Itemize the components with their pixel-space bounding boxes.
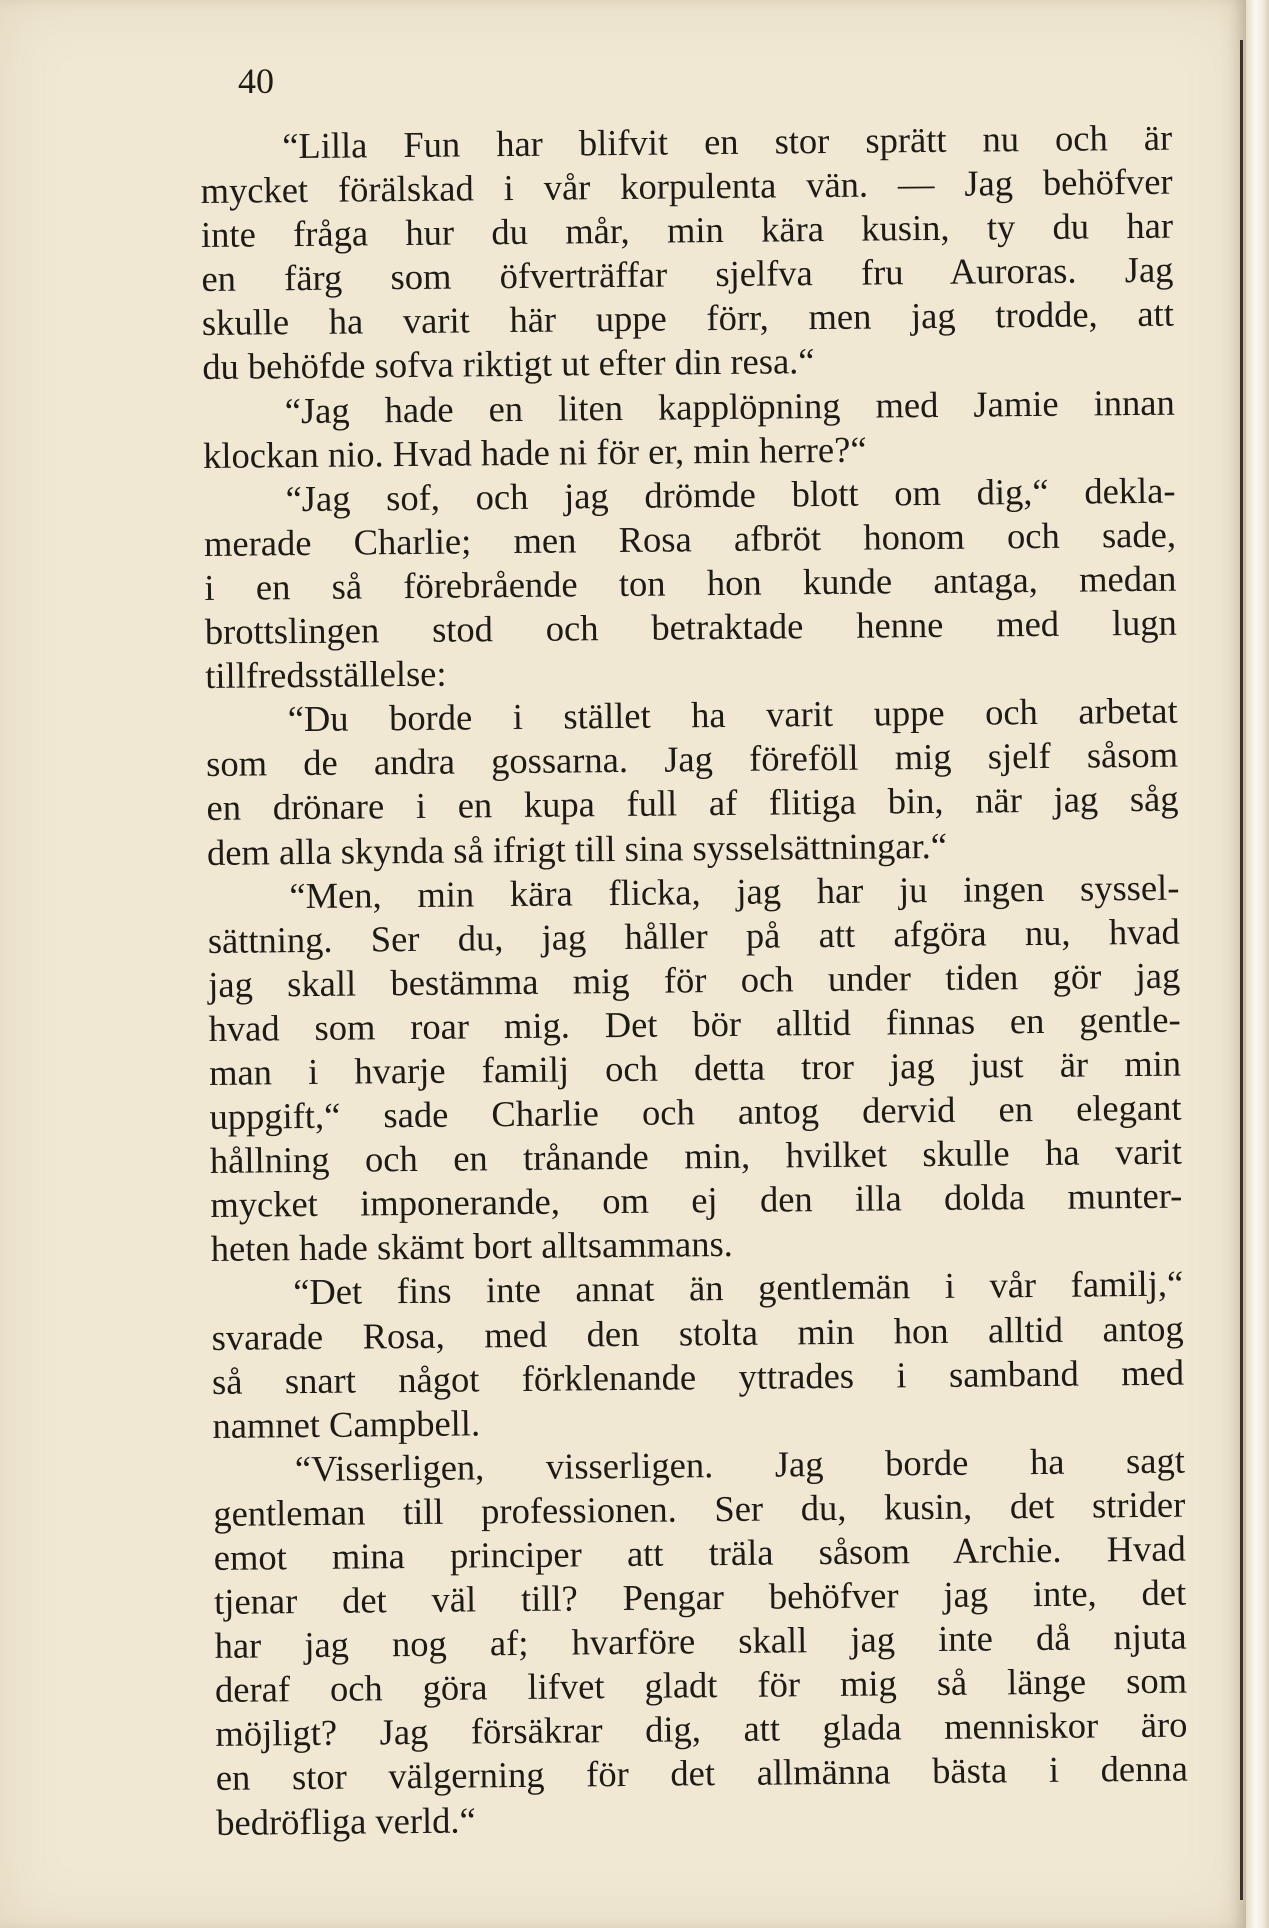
text-line: “Visserligen, visserligen. Jag borde ha sagt (294, 1439, 1186, 1489)
text-line: hvad som roar mig. Det bör alltid finnas en gentle- (208, 998, 1181, 1049)
text-line: man i hvarje familj och detta tror jag just är min (208, 1042, 1182, 1093)
text-line: namnet Campbell. (212, 1402, 481, 1446)
text-line: merade Charlie; men Rosa afbröt honom och sade, (203, 513, 1177, 564)
page-edge (1246, 0, 1269, 1928)
text-line: gentleman till professionen. Ser du, kusin, det strider (213, 1483, 1186, 1534)
text-line: tillfredsställelse: (205, 652, 447, 697)
text-line: dem alla skynda så ifrigt till sina sysselsättningar.“ (206, 824, 948, 873)
text-line: “Lilla Fun har blifvit en stor sprätt nu och är (282, 116, 1173, 167)
text-line: möjligt? Jag försäkrar dig, att glada menniskor äro (215, 1703, 1188, 1755)
text-line: hållning och en trånande min, hvilket skulle ha varit (209, 1130, 1183, 1182)
text-line: en stor välgerning för det allmänna bästa i denna (215, 1748, 1189, 1799)
text-line: “Jag sof, och jag drömde blott om dig,“ dekla- (285, 469, 1176, 519)
text-line: “Du borde i stället ha varit uppe och arbetat (287, 689, 1178, 740)
text-line: en färg som öfverträffar sjelfva fru Auroras. Jag (201, 248, 1174, 300)
body-text (200, 116, 1188, 1845)
text-line: brottslingen stod och betraktade henne med lugn (204, 601, 1178, 653)
text-line: jag skall bestämma mig för och under tiden gör jag (208, 954, 1181, 1005)
text-line: skulle ha varit här uppe förr, men jag trodde, att (201, 293, 1175, 344)
text-line: deraf och göra lifvet gladt för mig så länge som (214, 1659, 1188, 1711)
text-line: mycket imponerande, om ej den illa dolda munter- (210, 1174, 1183, 1226)
text-line: sättning. Ser du, jag håller på att afgöra nu, hvad (207, 910, 1180, 961)
text-line: “Jag hade en liten kapplöpning med Jamie innan (284, 381, 1175, 431)
text-line: uppgift,“ sade Charlie och antog dervid en elegant (209, 1086, 1182, 1138)
page-number: 40 (238, 61, 274, 101)
text-line: emot mina principer att träla såsom Archie. Hvad (213, 1527, 1186, 1578)
text-line: bedröfliga verld.“ (216, 1798, 476, 1843)
text-line: som de andra gossarna. Jag föreföll mig sjelf såsom (205, 733, 1179, 785)
text-line: har jag nog af; hvarföre skall jag inte då njuta (214, 1615, 1187, 1667)
text-line: klockan nio. Hvad hade ni för er, min herre?“ (202, 428, 867, 476)
text-line: “Det fins inte annat än gentlemän i vår familj,“ (293, 1263, 1184, 1313)
text-line: mycket förälskad i vår korpulenta vän. — Jag behöfver (200, 160, 1173, 212)
gutter-line (1240, 40, 1243, 1900)
text-line: en drönare i en kupa full af flitiga bin, när jag såg (206, 778, 1179, 829)
text-line: i en så förebrående ton hon kunde antaga, medan (204, 557, 1177, 608)
text-line: inte fråga hur du mår, min kära kusin, ty du har (200, 204, 1174, 256)
text-line: “Men, min kära flicka, jag har ju ingen syssel- (289, 866, 1180, 916)
text-line: tjenar det väl till? Pengar behöfver jag inte, det (213, 1571, 1187, 1623)
text-line: så snart något förklenande yttrades i samband med (211, 1351, 1185, 1402)
text-line: du behöfde sofva riktigt ut efter din resa.“ (202, 340, 815, 388)
text-line: heten hade skämt bort alltsammans. (210, 1223, 733, 1270)
text-line: svarade Rosa, med den stolta min hon alltid antog (211, 1307, 1184, 1358)
